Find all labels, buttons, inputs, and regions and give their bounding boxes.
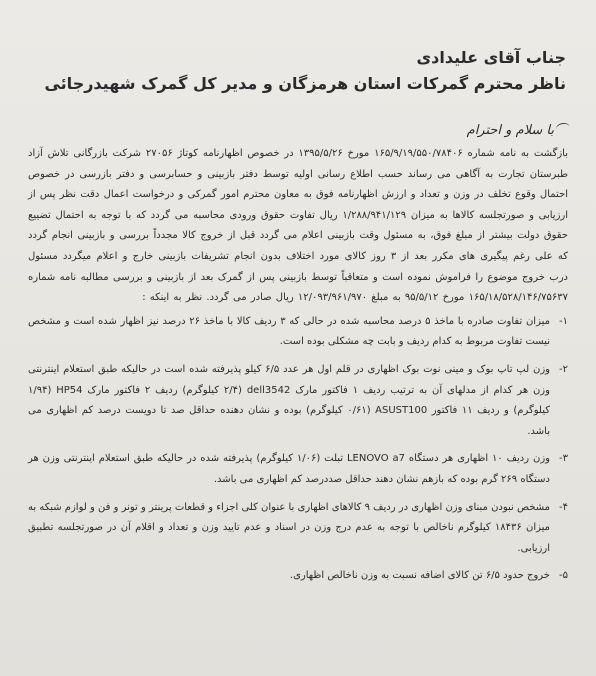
list-item	[28, 449, 568, 490]
item-text: وزن لپ تاپ بوک و مینی نوت بوک اظهاری در قلم اول هر عدد ۶/۵ کیلو پذیرفته شده است در حالیکه طبق استعلام اینترنتی وزن هر کدام از مدلهای آن به ترتیب ردیف ۱ فاکتور مارک dell3542 (۲/۴ کیلوگرم) ردیف ۲ فاکتور مارک HP54 (۱/۹۴ کیلوگرم) و ردیف ۱۱ فاکتور ASUST100 (۰/۶۱ کیلوگرم) بوده و نشان دهنده حداقل صد تا دویست درصد کم اظهاری می باشد.	[28, 363, 550, 437]
findings-list	[28, 312, 568, 587]
list-item	[28, 498, 568, 560]
intro-paragraph: بازگشت به نامه شماره ۱۶۵/۹/۱۹/۵۵۰/۷۸۴۰۶ مورخ ۱۳۹۵/۵/۲۶ در خصوص اظهارنامه کوتاژ ۲۷۰۵۶ شرکت بازرگانی تلاش آزاد طبرستان تجارت به آگاهی می رساند حسب اطلاع رسانی اولیه توسط دفتر بازبینی و حسابرسی و دفتر بازرسی در خصوص احتمال وقوع تخلف در وزن و تعداد و ارزش اظهارنامه فوق به معاون محترم امور گمرکی و درخواست اعمال دقت نظر پس از ارزیابی و صورتجلسه کالاها به میزان ۱/۲۸۸/۹۴۱/۱۲۹ ریال تفاوت حقوق ورودی محاسبه می گردد که با توجه به احتمال تضییع حقوق دولت بیشتر از مبلغ فوق، به مسئول وقت بازبینی اعلام می گردد قبل از خروج کالا مجدداً بررسی و بازبینی انجام گردد که علی رغم پیگیری های مکرر بعد از ۳ روز کالای مورد اختلاف بدون انجام تشریفات بازبینی خارج و اعلام میگردد مسئول درب خروج موضوع را فراموش نموده است و متعاقباً توسط بازبینی پس از گمرک بعد از بازبینی و بررسی مطالبه نامه شماره ۱۶۵/۱۸/۵۲۸/۱۴۶/۷۵۶۳۷ مورخ ۹۵/۵/۱۲ به مبلغ ۱۲/۰۹۳/۹۶۱/۹۷۰ ریال صادر می گردد. نظر به اینکه :	[28, 148, 569, 304]
list-item	[28, 360, 568, 442]
letter-body	[28, 144, 568, 594]
item-number: ۴-	[559, 501, 568, 513]
letter-header	[26, 46, 566, 96]
item-text: مشخص نبودن مبنای وزن اظهاری در ردیف ۹ کالاهای اظهاری با عنوان کلی اجزاء و قطعات پرینتر و تونر و فن و لوازم شبکه به میزان ۱۸۴۳۶ کیلوگرم ناخالص با توجه به عدم درج وزن در اسناد و عدم تایید وزن و تعداد و اقلام آن در صورتجلسه تطبیق ارزیابی.	[28, 501, 551, 554]
list-item	[28, 566, 568, 587]
item-number: ۳-	[559, 453, 568, 465]
recipient-title: ناظر محترم گمرکات استان هرمزگان و مدیر کل گمرک شهیدرجائی	[44, 74, 566, 93]
recipient-name: جناب آقای علیدادی	[416, 48, 566, 67]
list-item	[28, 312, 568, 353]
salutation: با سلام و احترام	[466, 123, 554, 138]
item-text: میزان تفاوت صادره با ماخذ ۵ درصد محاسبه شده در حالی که ۳ ردیف کالا با ماخذ ۲۶ درصد نیز اظهار شده است و مشخص نیست تفاوت مربوط به کدام ردیف و بابت چه مشکلی بوده است.	[28, 315, 550, 348]
item-number: ۵-	[559, 570, 568, 582]
item-text: وزن ردیف ۱۰ اظهاری هر دستگاه LENOVO a7 تبلت (۱/۰۶ کیلوگرم) پذیرفته شده در حالیکه طبق استعلام اینترنتی وزن هر دستگاه ۲۶۹ گرم بوده که بازهم نشان دهند حداقل صددرصد کم اظهاری می باشد.	[28, 453, 550, 485]
item-number: ۲-	[559, 363, 568, 375]
item-text: خروج حدود ۶/۵ تن کالای اضافه نسبت به وزن ناخالص اظهاری.	[289, 570, 550, 582]
item-number: ۱-	[559, 315, 568, 327]
handwriting-mark	[555, 122, 571, 135]
